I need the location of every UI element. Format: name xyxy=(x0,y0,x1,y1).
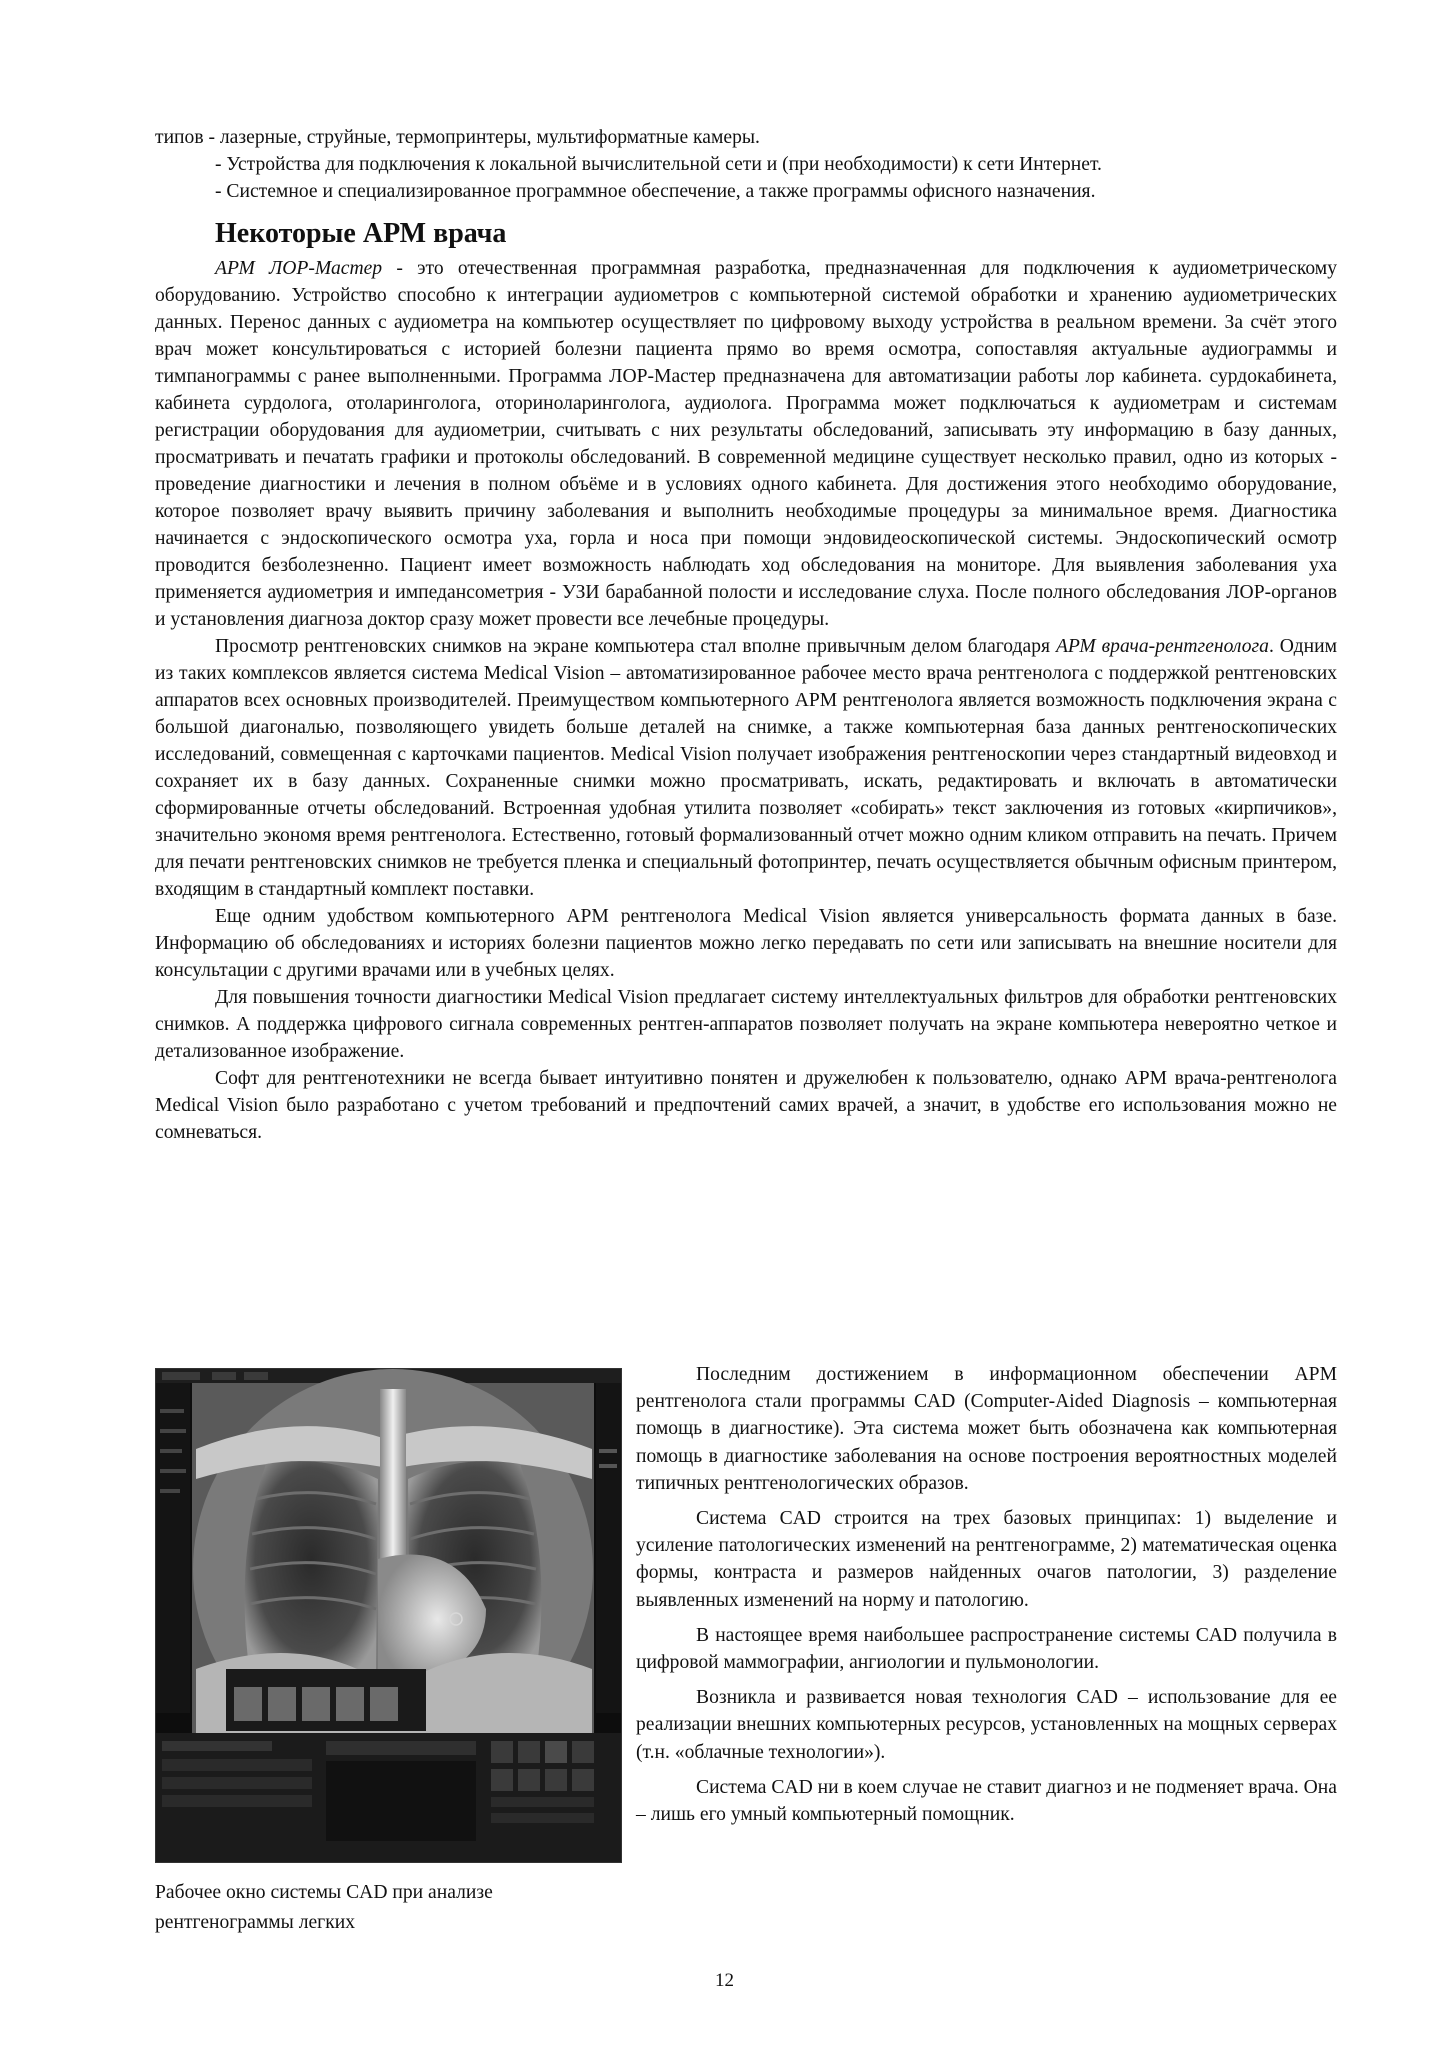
cad-xray-figure xyxy=(155,1368,622,1863)
right-info-panel xyxy=(596,1383,621,1713)
intro-line: типов - лазерные, струйные, термопринтеры, мультиформатные камеры. xyxy=(155,127,760,148)
right-text-column xyxy=(636,1361,1337,1836)
paragraph-lor-master-text: - это отечественная программная разработка, предназначенная для подключения к аудиометрическому оборудованию. Устройство способно к интеграции аудиометров с компьютерной системой обработки и хранению аудиометрических данных. Перенос данных с аудиометра на компьютер осуществляет по цифровому выходу устройства в реальном времени. За счёт этого врач может консультироваться с историей болезни пациента прямо во время осмотра, сопоставляя актуальные аудиограммы и тимпанограммы с ранее выполненными. Программа ЛОР-Мастер предназначена для автоматизации работы лор кабинета. сурдокабинета, кабинета сурдолога, отоларинголога, оториноларинголога, аудиолога. Программа может подключаться к аудиометрам и системам регистрации оборудования для аудиометрии, считывать с них результаты обследований, записывать эту информацию в базу данных, просматривать и печатать графики и протоколы обследований. В современной медицине существует несколько правил, одно из которых - проведение диагностики и лечения в полном объёме и в условиях одного кабинета. Для достижения этого необходимо оборудование, которое позволяет врачу выявить причину заболевания и выполнить необходимые процедуры за минимальное время. Диагностика начинается с эндоскопического осмотра уха, горла и носа при помощи эндовидеоскопической системы. Эндоскопический осмотр проводится безболезненно. Пациент имеет возможность наблюдать ход обследования на мониторе. Для выявления заболевания уха применяется аудиометрия и импедансометрия - УЗИ барабанной полости и исследование слуха. После полного обследования ЛОР-органов и установления диагноза доктор сразу может провести все лечебные процедуры. xyxy=(155,258,1337,630)
term-lor-master: АРМ ЛОР-Мастер xyxy=(215,258,383,279)
term-radiologist: АРМ врача-рентгенолога xyxy=(1055,636,1269,657)
page-number: 12 xyxy=(715,1970,734,1991)
paragraph-radiologist xyxy=(155,633,1337,903)
paragraph-data-format: Еще одним удобством компьютерного АРМ рентгенолога Medical Vision является универсальность формата данных в базе. Информацию об обследованиях и историях болезни пациентов можно легко передавать по сети или записывать на внешние носители для консультации с другими врачами или в учебных целях. xyxy=(155,906,1337,981)
paragraph-cad-principles: Система CAD строится на трех базовых принципах: 1) выделение и усиление патологических изменений на рентгенограмме, 2) математическая оценка формы, контраста и размеров найденных очагов патологии, 3) разделение выявленных изменений на норму и патологию. xyxy=(636,1508,1337,1611)
bullet-network-devices: - Устройства для подключения к локальной вычислительной сети и (при необходимости) к сети Интернет. xyxy=(215,154,1102,175)
chest-xray-image xyxy=(156,1369,621,1862)
paragraph-lor-master xyxy=(155,255,1337,633)
paragraph-cad-intro: Последним достижением в информационном обеспечении АРМ рентгенолога стали программы CAD (Computer-Aided Diagnosis – компьютерная помощь в диагностике). Эта система может быть обозначена как компьютерная помощь в диагностике заболевания на основе построения вероятностных моделей типичных рентгенологических образов. xyxy=(636,1364,1337,1494)
paragraph-radiologist-post: . Одним из таких комплексов является система Medical Vision – автоматизированное рабочее место врача рентгенолога с поддержкой рентгеновских аппаратов всех основных производителей. Преимуществом компьютерного АРМ рентгенолога является возможность подключения экрана с большой диагональю, позволяющего увидеть больше деталей на снимке, а также компьютерная база данных рентгеноскопических исследований, совмещенная с карточками пациентов. Medical Vision получает изображения рентгеноскопии через стандартный видеовход и сохраняет их в базу данных. Сохраненные снимки можно просматривать, искать, редактировать и включать в автоматически сформированные отчеты обследований. Встроенная удобная утилита позволяет «собирать» текст заключения из готовых «кирпичиков», значительно экономя время рентгенолога. Естественно, готовый формализованный отчет можно одним кликом отправить на печать. Причем для печати рентгеновских снимков не требуется пленка и специальный фотопринтер, печать осуществляется обычным офисным принтером, входящим в стандартный комплект поставки. xyxy=(155,636,1338,900)
paragraph-cad-usage: В настоящее время наибольшее распространение системы CAD получила в цифровой маммографии, ангиологии и пульмонологии. xyxy=(636,1624,1337,1674)
paragraph-usability: Софт для рентгенотехники не всегда бывает интуитивно понятен и дружелюбен к пользователю, однако АРМ врача-рентгенолога Medical Vision было разработано с учетом требований и предпочтений самих врачей, а значит, в удобстве его использования можно не сомневаться. xyxy=(155,1068,1337,1143)
main-text-column xyxy=(155,124,1337,1146)
paragraph-cad-cloud: Возникла и развивается новая технология CAD – использование для ее реализации внешних компьютерных ресурсов, установленных на мощных серверах (т.н. «облачные технологии»). xyxy=(636,1687,1337,1763)
paragraph-filters: Для повышения точности диагностики Medical Vision предлагает систему интеллектуальных фильтров для обработки рентгеновских снимков. А поддержка цифрового сигнала современных рентген-аппаратов позволяет получать на экране компьютера невероятно четкое и детализованное изображение. xyxy=(155,987,1337,1062)
section-heading: Некоторые АРМ врача xyxy=(215,218,507,249)
figure-caption: Рабочее окно системы CAD при анализе рентгенограммы легких xyxy=(155,1882,493,1933)
paragraph-radiologist-pre: Просмотр рентгеновских снимков на экране компьютера стал вполне привычным делом благодаря xyxy=(215,636,1056,657)
paragraph-cad-assistant: Система CAD ни в коем случае не ставит диагноз и не подменяет врача. Она – лишь его умный компьютерный помощник. xyxy=(636,1776,1337,1826)
bullet-software: - Системное и специализированное программное обеспечение, а также программы офисного назначения. xyxy=(215,181,1096,202)
